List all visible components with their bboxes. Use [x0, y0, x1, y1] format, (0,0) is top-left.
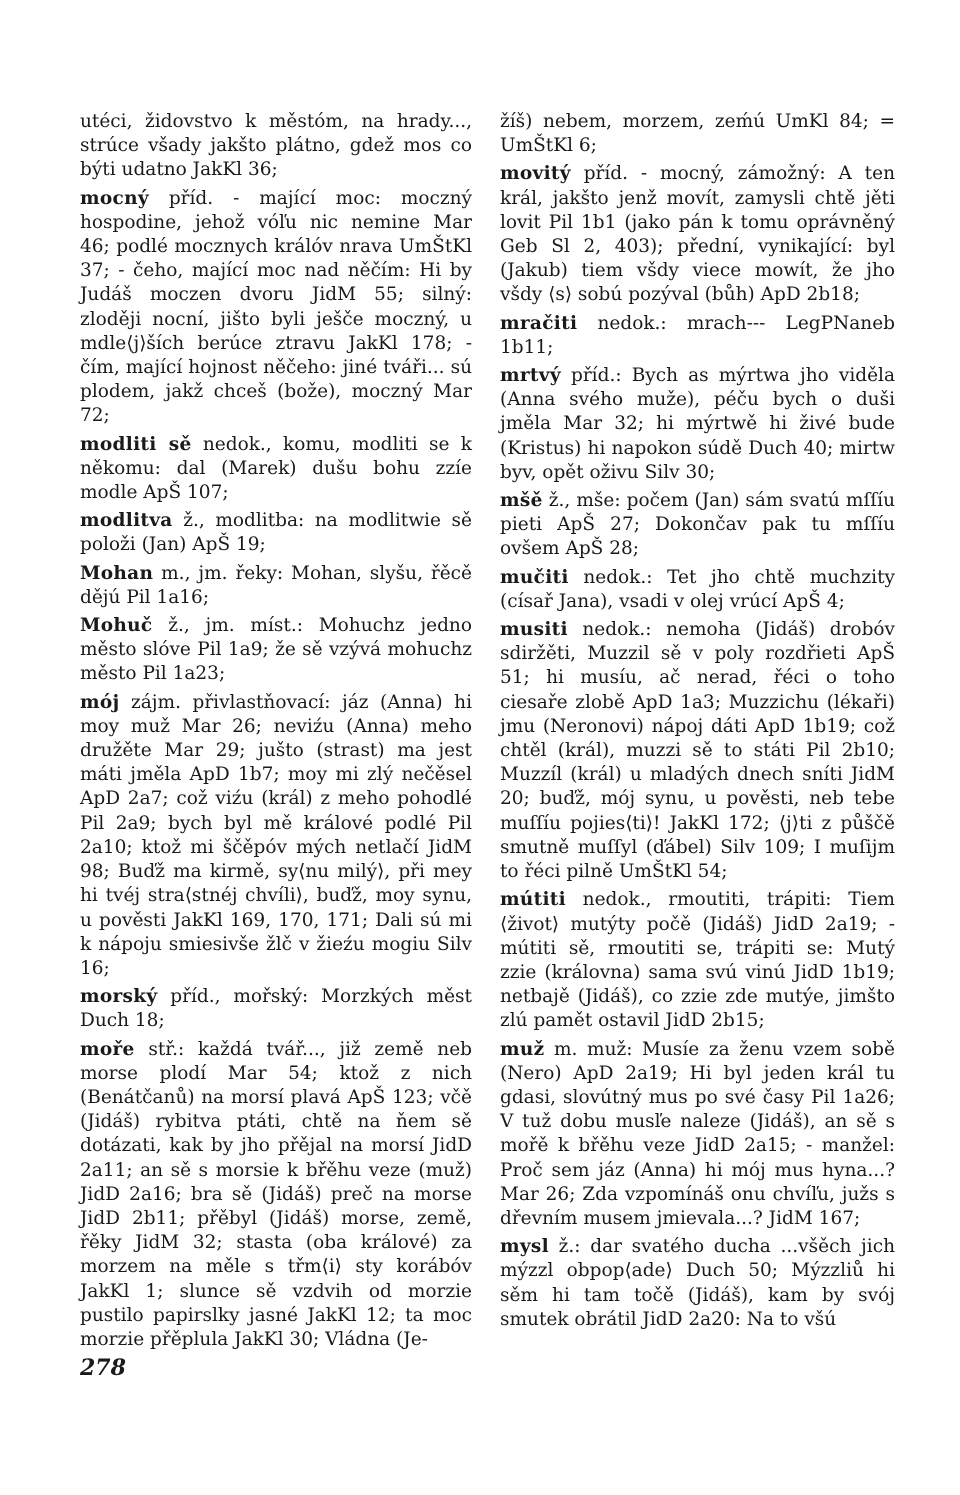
entry-body: Tet jho chtě muchzity (císař Jana), vsadi v olej vrúcí ApŠ 4;	[500, 566, 895, 612]
entry-grammar: ž.,	[548, 490, 571, 512]
entry-body: - mocný, zámožný: A ten král, jakšto jenž movít, zamysli chtě jěti lovit Pil 1b1 (jako pán k tomu oprávněný Geb Sl 2, 403); přední, vynikající: byl (Jakub) tiem všdy viece mowít, že jho všdy ⟨s⟩ sobú pozýval (bůh) ApD 2b18;	[500, 163, 895, 306]
entry-grammar: ž.,	[183, 510, 205, 532]
entry-body: přivlastňovací: jáz (Anna) hi moy muž Mar 26; neviźu (Anna) meho družěte Mar 29; jušto (strast) ma jest máti jměla ApD 1b7; moy mi zlý nečěsel ApD 2a7; což viźu (král) z meho pohodlé Pil 2a9; bych byl mě králové podlé Pil 2a10; ktož mi ščěpóv mých netlačí JidM 98; Buďž ma kirmě, sy⟨nu milý⟩, při mey hi tvéj stra⟨stnéj chvíli⟩, buďž, moy synu, u pověsti JakKl 169, 170, 171; Dali sú mi k nápoju smiesivše žlč v žieźu mogiu Silv 16;	[80, 691, 472, 979]
dictionary-entry	[80, 187, 472, 429]
entry-grammar: příd.,	[170, 986, 221, 1008]
entry-headword: musiti	[500, 619, 568, 641]
entry-grammar: m.	[554, 1038, 578, 1060]
entry-grammar: nedok.,	[202, 433, 272, 455]
entry-grammar: zájm.	[131, 691, 181, 713]
dictionary-entry	[80, 433, 472, 506]
dictionary-entry	[500, 566, 895, 614]
entry-grammar: ž.:	[558, 1236, 581, 1258]
entry-grammar: nedok.:	[583, 566, 653, 588]
entry-body: dar svatého ducha ...všěch jich mýzzl obpop⟨ade⟩ Duch 50; Mýzzliů hi sěm hi tam točě (Jidáš), kam by svój smutek obrátil JidD 2a20: Na to všú	[500, 1236, 895, 1330]
entry-headword: mój	[80, 691, 120, 713]
entry-body: jm. řeky: Mohan, slyšu, řěcě dějú Pil 1a16;	[80, 562, 472, 608]
entry-headword: modliti sě	[80, 433, 192, 455]
entry-body: každá tvář..., již země neb morse plodí Mar 54; ktož z nich (Benátčanů) na morsí plavá ApŠ 123; včě (Jidáš) rybitva ptáti, chtě na ňem sě dotázati, kak by jho přějal na morsí JidD 2a11; an sě s morsie k břěhu veze (muž) JidD 2a16; bra sě (Jidáš) preč na morse JidD 2b11; přěbyl (Jidáš) morse, země, řěky JidM 32; stasta (oba králové) za morzem na měle s třm⟨i⟩ sty korábóv JakKl 1; slunce sě vzdvih od morzie pustilo papirslky jasné JakKl 12; ta moc morzie přěplula JakKl 30; Vládna (Je-	[80, 1038, 472, 1350]
entry-grammar: nedok.,	[582, 889, 652, 911]
entry-body: mrach--- LegPNaneb 1b11;	[500, 312, 895, 358]
entry-body: modlitba: na modlitwie sě položi (Jan) ApŠ 19;	[80, 510, 472, 556]
entry-headword: mrtvý	[500, 365, 561, 387]
entry-continuation	[500, 110, 895, 158]
dictionary-entry	[80, 509, 472, 557]
entry-headword: mšě	[500, 490, 543, 512]
dictionary-entry	[500, 162, 895, 307]
entry-headword: muž	[500, 1038, 545, 1060]
dictionary-entry	[500, 618, 895, 884]
dictionary-entry	[500, 364, 895, 485]
entry-text: utéci, židovstvo k městóm, na hrady..., strúce všady jakšto plátno, gdež mos co býti udatno JakKl 36;	[80, 111, 472, 181]
entry-body: muž: Musíe za ženu vzem sobě (Nero) ApD 2a19; Hi byl jeden král tu gdasi, slovútný mus po své časy Pil 1a26; V tuž dobu musľe naleze (Jidáš), an sě s mořě k břěhu veze JidD 2a15; - manžel: Proč sem jáz (Anna) hi mój mus hyna...? Mar 26; Zda vzpomínáš onu chvíľu, južs s dřevním musem jmievala...? JidM 167;	[500, 1038, 895, 1229]
dictionary-entry	[80, 614, 472, 687]
entry-body: Mohuchz jedno město slóve Pil 1a9; že sě vzývá mohuchz město Pil 1a23;	[80, 615, 472, 685]
entry-body: mše: počem (Jan) sám svatú mſſíu pieti ApŠ 27; Dokončav pak tu mſſíu ovšem ApŠ 28;	[500, 490, 895, 560]
entry-grammar: příd.	[583, 163, 629, 185]
dictionary-entry	[80, 1038, 472, 1353]
entry-headword: mračiti	[500, 312, 578, 334]
dictionary-entry	[500, 489, 895, 562]
entry-grammar: nedok.:	[582, 619, 652, 641]
entry-body: Bych as mýrtwa jho viděla (Anna svého muže), péču bych o duši jměla Mar 32; hi mýrtwě hi živé bude (Kristus) hi napokon súdě Duch 40; mirtw byv, opět oživu Silv 30;	[500, 365, 896, 483]
dictionary-entry	[80, 562, 472, 610]
entry-grammar: příd.:	[571, 365, 622, 387]
dictionary-entry	[500, 888, 895, 1033]
right-column	[500, 110, 895, 1336]
entry-body: mořský: Morzkých měst Duch 18;	[80, 986, 472, 1032]
entry-grammar: stř.:	[148, 1038, 185, 1060]
dictionary-entry	[500, 1038, 895, 1232]
entry-headword: moře	[80, 1038, 135, 1060]
entry-headword: movitý	[500, 163, 571, 185]
entry-grammar: příd.	[168, 187, 214, 209]
dictionary-entry	[500, 312, 895, 360]
entry-grammar: m.,	[161, 562, 191, 584]
entry-body: komu, modliti se k někomu: dal (Marek) dušu bohu zzíe modle ApŠ 107;	[80, 433, 472, 504]
entry-headword: mysl	[500, 1236, 549, 1258]
entry-body: - mající moc: moczný hospodine, jehož vóľu nic nemine Mar 46; podlé mocznych králóv nrava UmŠtKl 37; - čeho, mající moc nad něčím: Hi by Judáš moczen dvoru JidM 55; silný: zloději nocní, jišto byli ješče moczný, u mdle⟨j⟩ších berúce ztravu JakKl 178; - čím, mající hojnost něčeho: jiné tváři... sú plodem, jakž chceš (bože), moczný Mar 72;	[80, 187, 472, 427]
entry-headword: modlitva	[80, 510, 173, 532]
entry-headword: mučiti	[500, 566, 569, 588]
entry-text: žíš) nebem, morzem, zeḿú UmKl 84; = UmŠtKl 6;	[500, 111, 895, 157]
page-number: 278	[80, 1355, 126, 1381]
dictionary-entry	[500, 1235, 895, 1332]
entry-headword: mocný	[80, 187, 149, 209]
entry-headword: mútiti	[500, 889, 566, 911]
entry-grammar: nedok.:	[597, 312, 667, 334]
dictionary-entry	[80, 691, 472, 981]
left-column	[80, 110, 472, 1356]
entry-body: nemoha (Jidáš) drobóv sdiržěti, Muzzil sě v poly rozdřieti ApŠ 51; hi musíu, ač nerad, řéci o toho ciesaře zlobě ApD 1a3; Muzzichu (lékaři) jmu (Neronovi) nápoj dáti ApD 1b19; což chtěl (král), muzzi sě to státi Pil 2b10; Muzzíl (král) u mladých dnech sníti JidM 20; buďž, mój synu, u pověsti, neb tebe muſſíu pojies⟨ti⟩! JakKl 172; ⟨j⟩ti z půščě smutně muſſyl (ďábel) Silv 109; I muſijm to řéci pilně UmŠtKl 54;	[500, 619, 895, 883]
entry-body: rmoutiti, trápiti: Tiem ⟨život⟩ mutýty počě (Jidáš) JidD 2a19; - mútiti sě, rmoutiti se, trápiti se: Mutý zzie (královna) sama svú vinú JidD 1b19; netbajě (Jidáš), co zzie zde mutýe, jimšto zlú pamět ostavil JidD 2b15;	[500, 889, 895, 1032]
dictionary-entry	[80, 985, 472, 1033]
entry-continuation	[80, 110, 472, 183]
entry-headword: Mohan	[80, 562, 154, 584]
entry-grammar: ž., jm. míst.:	[168, 615, 303, 637]
entry-headword: morský	[80, 986, 158, 1008]
entry-headword: Mohuč	[80, 615, 153, 637]
